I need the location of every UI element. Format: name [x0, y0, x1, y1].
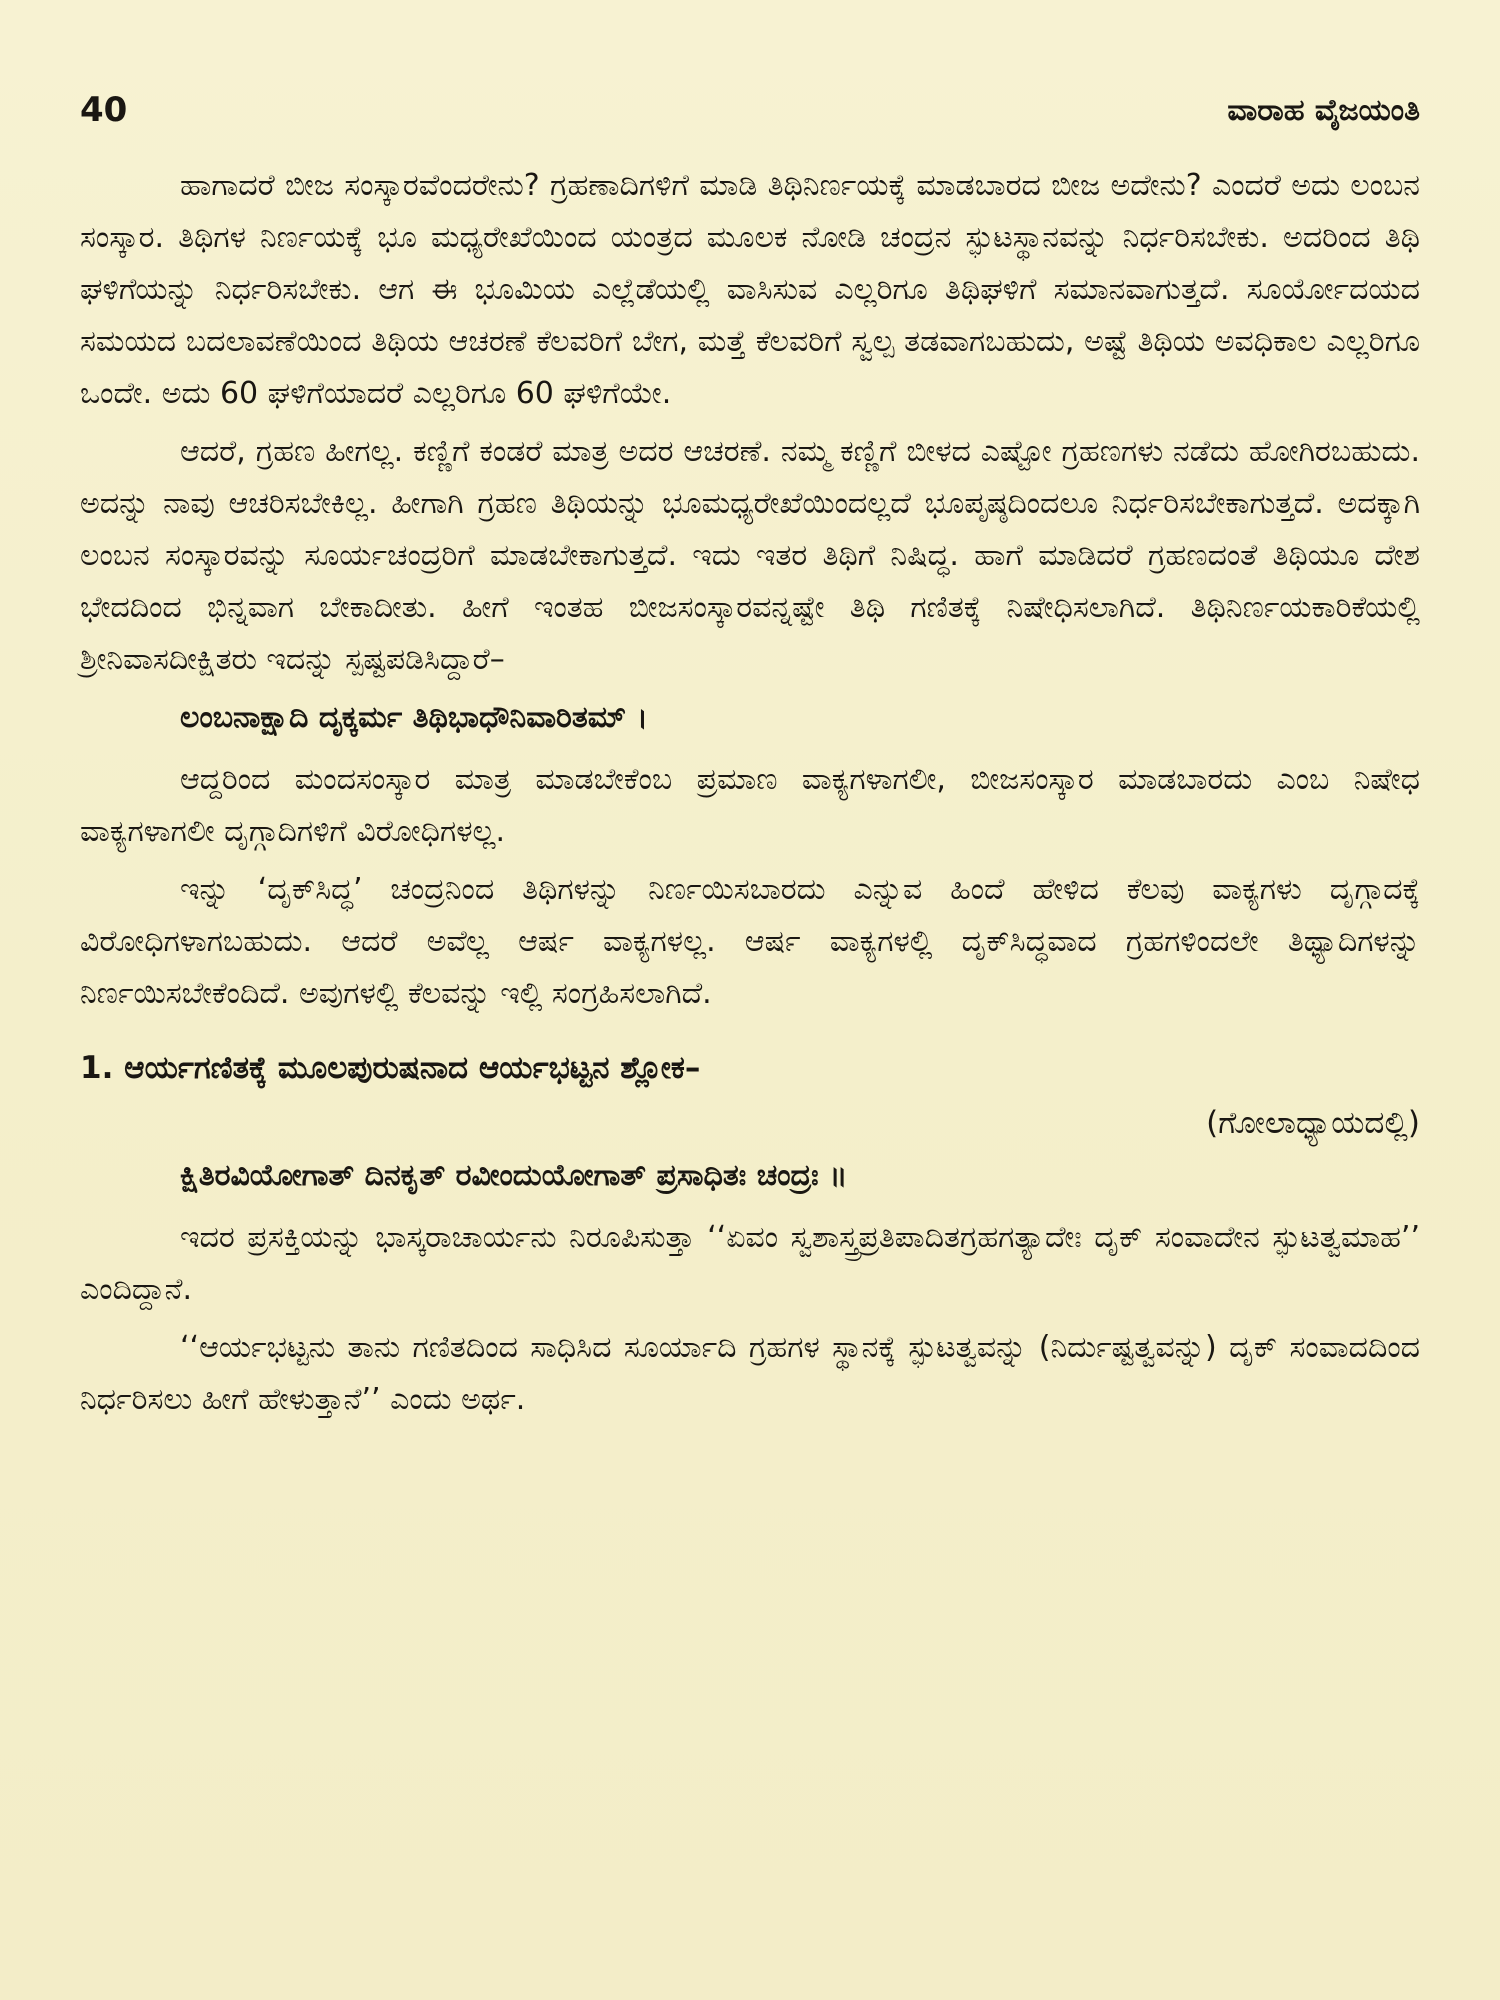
running-title: ವಾರಾಹ ವೈಜಯಂತಿ	[1227, 92, 1420, 128]
paragraph-1: ಹಾಗಾದರೆ ಬೀಜ ಸಂಸ್ಕಾರವೆಂದರೇನು? ಗ್ರಹಣಾದಿಗಳಿಗೆ ಮಾಡಿ ತಿಥಿನಿರ್ಣಯಕ್ಕೆ ಮಾಡಬಾರದ ಬೀಜ ಅದೇನು? ಎಂದರೆ ಅದು ಲಂಬನ ಸಂಸ್ಕಾರ. ತಿಥಿಗಳ ನಿರ್ಣಯಕ್ಕೆ ಭೂ ಮಧ್ಯರೇಖೆಯಿಂದ ಯಂತ್ರದ ಮೂಲಕ ನೋಡಿ ಚಂದ್ರನ ಸ್ಫುಟಸ್ಥಾನವನ್ನು ನಿರ್ಧರಿಸಬೇಕು. ಅದರಿಂದ ತಿಥಿ ಘಳಿಗೆಯನ್ನು ನಿರ್ಧರಿಸಬೇಕು. ಆಗ ಈ ಭೂಮಿಯ ಎಲ್ಲೆಡೆಯಲ್ಲಿ ವಾಸಿಸುವ ಎಲ್ಲರಿಗೂ ತಿಥಿಘಳಿಗೆ ಸಮಾನವಾಗುತ್ತದೆ. ಸೂರ್ಯೋದಯದ ಸಮಯದ ಬದಲಾವಣೆಯಿಂದ ತಿಥಿಯ ಆಚರಣೆ ಕೆಲವರಿಗೆ ಬೇಗ, ಮತ್ತೆ ಕೆಲವರಿಗೆ ಸ್ವಲ್ಪ ತಡವಾಗಬಹುದು, ಅಷ್ಟೆ ತಿಥಿಯ ಅವಧಿಕಾಲ ಎಲ್ಲರಿಗೂ ಒಂದೇ. ಅದು 60 ಘಳಿಗೆಯಾದರೆ ಎಲ್ಲರಿಗೂ 60 ಘಳಿಗೆಯೇ.	[80, 168, 1420, 411]
paragraph-4: ಇನ್ನು ‘ದೃಕ್‌ಸಿದ್ಧ’ ಚಂದ್ರನಿಂದ ತಿಥಿಗಳನ್ನು ನಿರ್ಣಯಿಸಬಾರದು ಎನ್ನುವ ಹಿಂದೆ ಹೇಳಿದ ಕೆಲವು ವಾಕ್ಯಗಳು ದೃಗ್ಗಾದಕ್ಕೆ ವಿರೋಧಿಗಳಾಗಬಹುದು. ಆದರೆ ಅವೆಲ್ಲ ಆರ್ಷ ವಾಕ್ಯಗಳಲ್ಲ. ಆರ್ಷ ವಾಕ್ಯಗಳಲ್ಲಿ ದೃಕ್‌ಸಿದ್ಧವಾದ ಗ್ರಹಗಳಿಂದಲೇ ತಿಥ್ಯಾದಿಗಳನ್ನು ನಿರ್ಣಯಿಸಬೇಕೆಂದಿದೆ. ಅವುಗಳಲ್ಲಿ ಕೆಲವನ್ನು ಇಲ್ಲಿ ಸಂಗ್ರಹಿಸಲಾಗಿದೆ.	[80, 872, 1420, 1011]
section-heading: 1. ಆರ್ಯಗಣಿತಕ್ಕೆ ಮೂಲಪುರುಷನಾದ ಆರ್ಯಭಟ್ಟನ ಶ್ಲೋಕ–	[80, 1050, 701, 1086]
verse-quote-1: ಲಂಬನಾಕ್ಷಾದಿ ದೃಕ್ಕರ್ಮ ತಿಥಿಭಾಧೌನಿವಾರಿತಮ್ ।	[180, 700, 648, 735]
source-note: (ಗೋಲಾಧ್ಯಾಯದಲ್ಲಿ)	[1206, 1105, 1420, 1141]
paragraph-3: ಆದ್ದರಿಂದ ಮಂದಸಂಸ್ಕಾರ ಮಾತ್ರ ಮಾಡಬೇಕೆಂಬ ಪ್ರಮಾಣ ವಾಕ್ಯಗಳಾಗಲೀ, ಬೀಜಸಂಸ್ಕಾರ ಮಾಡಬಾರದು ಎಂಬ ನಿಷೇಧ ವಾಕ್ಯಗಳಾಗಲೀ ದೃಗ್ಗಾದಿಗಳಿಗೆ ವಿರೋಧಿಗಳಲ್ಲ.	[80, 762, 1420, 849]
paragraph-5: ಇದರ ಪ್ರಸಕ್ತಿಯನ್ನು ಭಾಸ್ಕರಾಚಾರ್ಯನು ನಿರೂಪಿಸುತ್ತಾ ‘‘ಏವಂ ಸ್ವಶಾಸ್ತ್ರಪ್ರತಿಪಾದಿತಗ್ರಹಗತ್ಯಾದೇಃ ದೃಕ್ ಸಂವಾದೇನ ಸ್ಫುಟತ್ವಮಾಹ’’ ಎಂದಿದ್ದಾನೆ.	[80, 1220, 1420, 1307]
page-body	[80, 160, 1420, 1432]
verse-quote-2: ಕ್ಷಿತಿರವಿಯೋಗಾತ್ ದಿನಕೃತ್ ರವೀಂದುಯೋಗಾತ್ ಪ್ರಸಾಧಿತಃ ಚಂದ್ರಃ ॥	[180, 1158, 848, 1193]
paragraph-2: ಆದರೆ, ಗ್ರಹಣ ಹೀಗಲ್ಲ. ಕಣ್ಣಿಗೆ ಕಂಡರೆ ಮಾತ್ರ ಅದರ ಆಚರಣೆ. ನಮ್ಮ ಕಣ್ಣಿಗೆ ಬೀಳದ ಎಷ್ಟೋ ಗ್ರಹಣಗಳು ನಡೆದು ಹೋಗಿರಬಹುದು. ಅದನ್ನು ನಾವು ಆಚರಿಸಬೇಕಿಲ್ಲ. ಹೀಗಾಗಿ ಗ್ರಹಣ ತಿಥಿಯನ್ನು ಭೂಮಧ್ಯರೇಖೆಯಿಂದಲ್ಲದೆ ಭೂಪೃಷ್ಠದಿಂದಲೂ ನಿರ್ಧರಿಸಬೇಕಾಗುತ್ತದೆ. ಅದಕ್ಕಾಗಿ ಲಂಬನ ಸಂಸ್ಕಾರವನ್ನು ಸೂರ್ಯಚಂದ್ರರಿಗೆ ಮಾಡಬೇಕಾಗುತ್ತದೆ. ಇದು ಇತರ ತಿಥಿಗೆ ನಿಷಿದ್ಧ. ಹಾಗೆ ಮಾಡಿದರೆ ಗ್ರಹಣದಂತೆ ತಿಥಿಯೂ ದೇಶ ಭೇದದಿಂದ ಭಿನ್ನವಾಗ ಬೇಕಾದೀತು. ಹೀಗೆ ಇಂತಹ ಬೀಜಸಂಸ್ಕಾರವನ್ನಷ್ಟೇ ತಿಥಿ ಗಣಿತಕ್ಕೆ ನಿಷೇಧಿಸಲಾಗಿದೆ. ತಿಥಿನಿರ್ಣಯಕಾರಿಕೆಯಲ್ಲಿ ಶ್ರೀನಿವಾಸದೀಕ್ಷಿತರು ಇದನ್ನು ಸ್ಪಷ್ಟಪಡಿಸಿದ್ದಾರೆ–	[80, 434, 1420, 677]
page-number: 40	[80, 90, 128, 130]
page-header	[80, 80, 1420, 140]
paragraph-6: ‘‘ಆರ್ಯಭಟ್ಟನು ತಾನು ಗಣಿತದಿಂದ ಸಾಧಿಸಿದ ಸೂರ್ಯಾದಿ ಗ್ರಹಗಳ ಸ್ಥಾನಕ್ಕೆ ಸ್ಫುಟತ್ವವನ್ನು (ನಿರ್ದುಷ್ಟತ್ವವನ್ನು) ದೃಕ್ ಸಂವಾದದಿಂದ ನಿರ್ಧರಿಸಲು ಹೀಗೆ ಹೇಳುತ್ತಾನೆ’’ ಎಂದು ಅರ್ಥ.	[80, 1330, 1420, 1417]
